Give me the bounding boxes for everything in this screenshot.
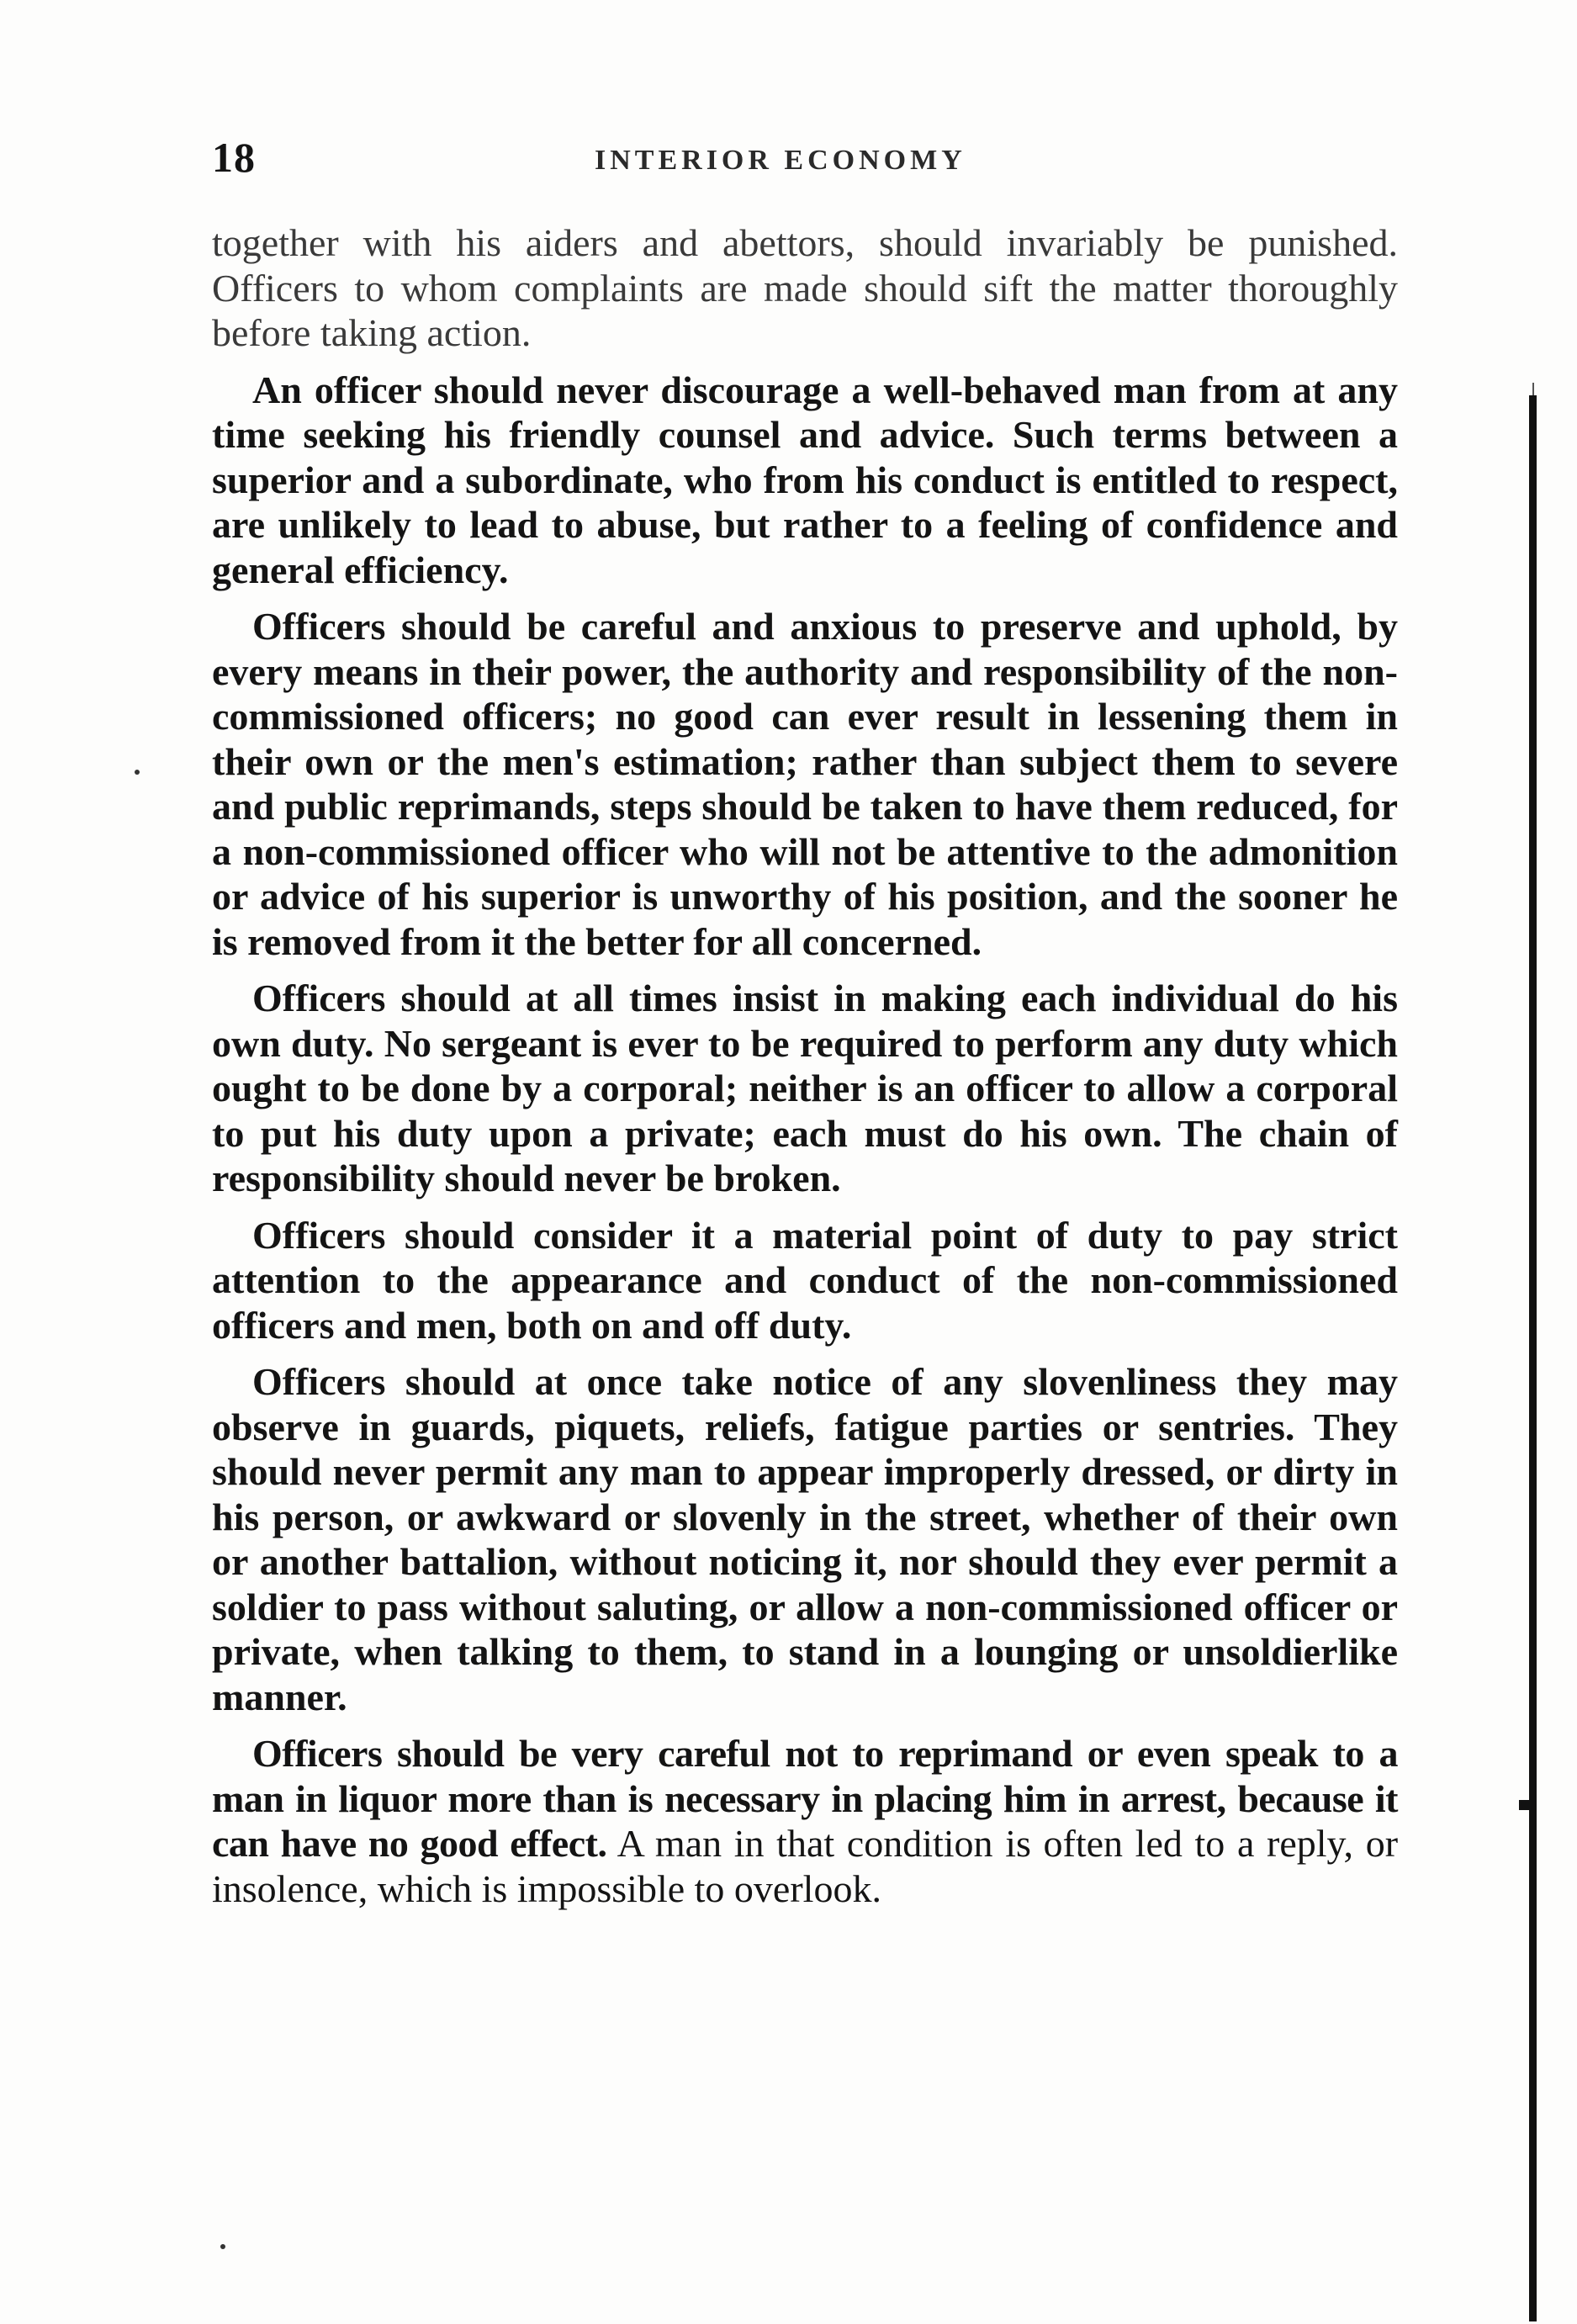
paragraph-liquor — [212, 1731, 1398, 1911]
paragraph-liquor-tail: A man in that condition is often led to a reply, or insolence, which is impossible to overlook. — [212, 1822, 1399, 1910]
scan-speck — [220, 2244, 225, 2249]
paragraph-liquor-emphasis: Officers should be very careful not to reprimand or even speak to a man in liquor more than is necessary in placing him in arrest, because it can have no good effect. — [212, 1732, 1398, 1865]
page-header — [212, 133, 1406, 183]
paragraph-appearance-conduct: Officers should consider it a material point of duty to pay strict attention to the appearance and conduct of the non-commissioned officers and men, both on and off duty. — [212, 1213, 1398, 1347]
paragraph-continuation: together with his aiders and abettors, should invariably be punished. Officers to whom complaints are made should sift the matter thoroughly before taking action. — [212, 221, 1398, 354]
paragraph-own-duty: Officers should at all times insist in making each individual do his own duty. No sergeant is ever to be required to perform any duty which ought to be done by a corporal; neither is an officer to allow a corporal to put his duty upon a private; each must do his own. The chain of responsibility should never be broken. — [212, 977, 1398, 1199]
page-number: 18 — [212, 134, 256, 181]
paragraph-friendly-counsel: An officer should never discourage a well-behaved man from at any time seeking his friendly counsel and advice. Such terms between a superior and a subordinate, who from his conduct is entitled to respect, are unlikely to lead to abuse, but rather to a feeling of confidence and general efficiency. — [212, 368, 1398, 591]
paragraph-slovenliness: Officers should at once take notice of any slovenliness they may observe in guards, piquets, reliefs, fatigue parties or sentries. They should never permit any man to appear improperly dressed, or dirty in his person, or awkward or slovenly in the street, whether of their own or another battalion, without noticing it, nor should they ever permit a soldier to pass without saluting, or allow a non-commissioned officer or private, when talking to them, to stand in a lounging or unsoldierlike manner. — [212, 1360, 1398, 1718]
scan-speck — [135, 770, 140, 775]
scan-gutter-mark — [1519, 1800, 1531, 1810]
paragraph-nco-authority: Officers should be careful and anxious to preserve and uphold, by every means in their power, the authority and responsibility of the non-commissioned officers; no good can ever result in lessening them in their own or the men's estimation; rather than subject them to severe and public reprimands, steps should be taken to have them reduced, for a non-commissioned officer who will not be attentive to the admonition or advice of his superior is unworthy of his position, and the sooner he is removed from it the better for all concerned. — [212, 605, 1398, 963]
scan-gutter-shadow — [1529, 395, 1537, 2321]
body-text — [212, 220, 1398, 1911]
running-head: INTERIOR ECONOMY — [595, 145, 966, 176]
